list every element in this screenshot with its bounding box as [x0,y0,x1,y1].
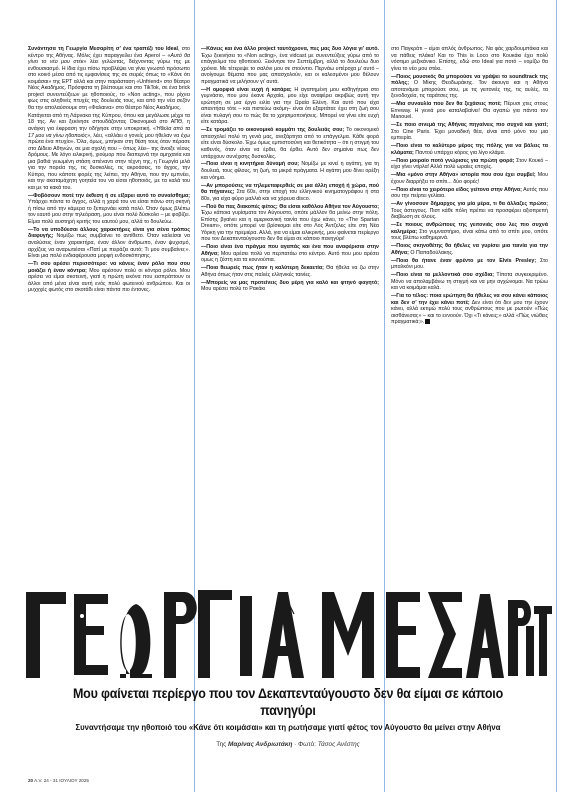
paragraph-text: Κατάγεται από τη Λάρνακα της Κύπρου, όπου και μεγάλωσε μέχρι τα 18 της. Αν και ξεκίνησε σπουδάζοντας Οικονομικά στο ΑΠΘ, η ανάγκη για έκφραση την οδήγησε στην υποκριτική. « [28,112,190,132]
answer-text: Τίποτα συγκεκριμένο. Μόνο να απολαμβάνω τη στιγμή και να μην αγχώνομαι. Να τρώω και να κοιμάμαι καλά. [391,272,548,292]
answer-text: Νομίζω πως συμβαίνει το αντίθετο. Όταν καλείσαι να αναλύσεις έναν χαρακτήρα, έναν άλλον άνθρωπο, έναν ψυχισμό, αρχίζεις να αναρωτιέσαι «Πατί με πειράζει αυτό; Τι μου συμβαίνει;». Είναι μια πολύ ενδιαφέρουσα μορφή ενδοσκόπησης. [28,233,190,260]
answer-text: Στα 60s, στην εποχή του ελληνικού κινηματογράφου ή στα 80s, για είχα φύρο μαλλιά και να χόρευα disco. [201,189,379,202]
qa-paragraph [201,46,379,85]
answer-text: Πέρυσι χτες στους Erreway. Η γενιά μου καταλαβαίνει! Θα αγαπώ για πάντα τον Manouel. [391,101,548,121]
qa-paragraph [28,193,190,226]
qa-paragraph [391,201,548,221]
question-text: —Ποια είναι η κινητήρια δύναμή σου; [201,161,300,168]
qa-paragraph [391,258,548,271]
qa-paragraph [201,161,379,181]
answer-text: Ο Μίκης Θεοδωράκης. Τον άκουγα και η Αθήνα αποτανάμαι μπορούσε σου, με τις γειτονιές της, τις αυλές, τα ξενοδοχεία, τις ταράτσες της. [391,80,548,100]
question-text: —Ποιο είναι ένα πράγμα που αγαπάς και ένα που αναφέρισαι στην Αθήνα; [201,244,379,257]
answer-text: Στο γυμναστήριο, είναι κάτω από το σπίτι μου, οπότε τους βλέπω καθημερινά. [391,228,548,242]
intro-lead: Συνάντησα τη Γεωργία Μεσαρίτη σ’ ένα τραπέζι του Ideal [28,46,179,52]
question-text: —Σε ποιους ανθρώπους της γειτονιάς σου λες πιο συχνά καλημέρα; [391,222,548,235]
qa-paragraph [391,122,548,142]
qa-paragraph [391,158,548,171]
byline [30,741,546,748]
page-footer [28,778,89,783]
headline: Μου φαίνεται περίεργο που τον Δεκαπενταύγουστο δεν θα είμαι σε κάποιο πανηγύρι [72,686,504,719]
body-paragraph [28,46,190,111]
answer-text: Στο Cine Paris. Έχει μοναδική θέα, είναι από μόνο του μια εμπειρία. [391,128,548,142]
answer-text: Στον Κουκό – είχα γίνει ντίρλα! Αλλά πολύ ωραίες εποχές. [391,157,548,171]
qa-paragraph [201,244,379,264]
answer-text: Στο μπαλκόνι μου. [391,257,548,271]
question-text: —Κάνεις και ένα άλλο project ταυτόχρονα, πες μας δυο λόγια γι’ αυτό. [201,46,379,52]
qa-paragraph [391,74,548,100]
article-column-1 [28,46,190,295]
answer-text: Αυτός που σου την πείρτει γελίαια. [391,186,548,200]
qa-paragraph [391,172,548,185]
body-paragraph [391,46,548,72]
question-text: —Ποιος μουσικός θα μπορούσε να γράψει το soundtrack της πόλης; [391,73,548,87]
answer-text: Μου αρέσει πολύ να περπατάω στο κέντρο. Αυτό που μου αρέσει ομως η ζέστη και τα κουνούπια. [201,250,379,264]
answer-text: Υπάρχει πάντα το άγχος, αλλά η χαρά του να είσαι πάνω στη σκηνή ή πίσω από την κάμερα το ξεπερνάει κατά πολύ. Όταν όμως βλέπω τον εαυτό μου στην τηλεόραση, μου είναι πολύ δύσκολο – με φοβίζει. Είμαι πολύ αυστηρή κριτής του εαυτού μου, αλλά το δουλεύω. [28,199,190,225]
answer-text: Ο Παπαδούλακης. [408,249,454,256]
question-text: —Ποια θεωρείς πως ήταν η καλύτερη δεκαετία; [201,265,324,272]
answer-text: Νομίζω με κινεί η αγάπη, για τη δουλειά, τους φίλους, τη ζωή, τα μικρά πράγματα. Η αγάπη μου δίνει ορέξη και νόημα. [201,161,380,181]
intro-text: , στο κέντρο της Αθήνας. Μόλις έχει παραγγείλει ένα Aperol – « [28,46,190,59]
qa-paragraph [28,227,190,260]
answer-text: Μου αρέσουν πολύ οι κόντρα ρόλοι. Μου αρέσει να είμαι σκοτεινή, γιατί η πρώτη εικόνα που εισπράττουν οι άλλοι από μένα είναι αυτή ενός πολύ φωτεινού ανθρώπου. Και οι μυχγχές φωτός στο σκοτάδι είναι πάντα πιο έντονες. [28,267,190,294]
article-column-2 [201,46,379,294]
hand-drawn-name-lettering [22,586,554,682]
qa-paragraph [391,101,548,121]
question-text: —Ποιο είναι τα μελλοντικά σου σχέδια; [391,272,495,279]
answer-text: Μου έχουν διαρρήξει το σπίτι... δύο φορές! [391,172,548,185]
question-text: —Μια «μόνο στην Αθήνα» ιστορία που σου έχει συμβεί; [391,172,536,179]
question-text: —Η ομορφιά είναι ευχή ή κατάρα; [201,86,292,93]
intro-rest: » λέει γελώντας, δείχνοντας γύρω της με ενθουσιασμό. Η ίδια έχει πίσω προβλέψει να γίνει γνωστό πρόσωπο στο κοινό μέσα από τις εμφανίσεις της σε σειρές όπως το «Κάνε ότι κοιμάσαι» της ΕΡΤ αλλά και στην παράσταση «Unfriend» στο θέατρο Νέος Ακαδήμος. Πρόσφατα τη βλέπουμε και στο TikTok, σε ένα brick project συνεντεύξεων με ηθοποιούς, το «Non acting», που ρίχνει φως στις αληθινές πτυχές της δουλειάς τους, και από την νέα σεζόν θα την απολαύσουμε στη «Φαλαινα» στο θέατρο Νέος Ακαδήμος. [28,59,190,111]
qa-paragraph [391,272,548,292]
answer-text: Τους άστεγους. Πιστ κάθε πόλη πρέπει να προσφέρει αξιοπρεπή διαβίωση σε όλους. [391,207,548,221]
author-name: Μαρίνας Ανδριωτάκη [228,741,293,748]
paragraph-quote: Ήθελα από τα 17 μου να γίνω ηθοποιός [28,125,191,139]
question-text: —Αν γίνοσουν δήμαρχος για μία μέρα, τι θα άλλαζες πρώτο; [391,201,548,208]
question-text: —Για το τέλος: ποια ερώτηση θα ήθελες να σου κάνει κάποιος και δεν σ’ την έχει κάνει ποτέ; [391,293,548,306]
qa-paragraph [391,222,548,242]
column-guide-line [556,0,557,792]
question-text: —Μπορείς να μας προτείνεις δυο μέρη για καλό και φτηνό φαγητό; [201,279,379,286]
answer-text: Η αγαπημένη μου καθηγήτρια στο γυμνάσιο, που μου έκανε Αρχαία, μου είχε αναφέρει ακριβώς αυτή την ερώτηση σε μια έργα ειλία για την Ωραία Ελένη. Και αυτό που είχα απαντήσει τότε – και πιστεύω ακόμη– είναι ότι εξαρτάται: έχει στη ζωή σου είναι πυλαγή σου το πώς θα το χρησιμοποιήσεις. Μπορεί να γίνει είτε ευχή είτε κατάρα. [201,86,379,126]
question-text: —Το να υποδύεσαι άλλους χαρακτήρες είναι για σένα τρόπος διαφυγής; [28,226,190,240]
qa-paragraph [201,87,379,126]
qa-paragraph [201,280,379,293]
photographer-name: Τάσος Ανέστης [317,741,360,748]
article-column-3 [391,46,548,327]
qa-paragraph [391,293,548,326]
paragraph-text: στο Παγκράτι – είμαι απλός άνθρωπος. Να φάς χαρδουμπάκια και να πάθεις πλάκα! Και το This is Loco στο Κουκάκι έχει πολύ νόστιμο μεξικάνικο. Επίσης, εδώ στο Ideal για ποτό – νομίζω θα γίνει το νέο μου στέκι. [391,46,548,72]
question-text: —Πού θα πας διακοπές φέτος; Θα είσαι καθόλου Αθήνα τον Αύγουστο; [201,203,379,210]
page-number: 20 [28,778,34,783]
answer-text: Το οικονομικό απασχολεί πολύ τη γενιά μας, ανεξάρτητα από το επάγγελμα. Κάθε φορά είτε είναι δύσκολο. Έχω όμως εμπιστοσύνη και θετικότητα – ότι η στιγμή του καθενός, όταν είναι να έρθει, θα έρθει. Αυτό δεν σημαίνει πως δεν υπάρχουν συνέχισης δυσκολίες. [201,127,379,160]
paragraph-rest: », λέει, «αλλάει ο γονείς μου ήθελαν να έχω πρώτα ένα πτυχίο». Όλα, όμως, μπήκαν στη θέση τους όταν πέρασε στο Δίδειο Αθηνών, σε μια σχολή που – όπως λέει– της άνοιξε νέους δρόμους. Με λόγο ειλικρινή, χιούμορ που διαπερνά την αμηχανία και μια βαθιά γειωμένη στάση απέναντι στην τέχνη της, η Γεωργία μιλά για την πορεία της, τις δυσκολίες, τις ακροάσεις, το άγχος, την Κύπρο, που κάποτε φορές της λείπει, την Αθήνα, που την εμπνέει, και την ακαταμάχητη γοητεία του να είσαι ηθοποιός, με τα καλά του και με τα κακά του. [28,132,190,191]
answer-text: Παντού υπάρχει κόρος για λίγο κλάμα. [413,149,506,156]
qa-paragraph [391,243,548,256]
issue-date: 24 - 31 ΙΟΥΛΙΟΥ 2025 [43,778,89,783]
qa-paragraph [28,261,190,294]
question-text: —Ποιος σκηνοθέτης θα ήθελες να γυρίσει μια ταινία για την Αθήνα; [391,243,548,256]
qa-paragraph [201,204,379,243]
question-text: —Ποιο είναι το χειρότερο είδος γείτονα στην Αθήνα; [391,186,522,193]
question-text: —Τι σου αρέσει περισσότερο: να κάνεις έναν ρόλο που σου μοιάζει ή έναν κόντρα; [28,261,190,274]
byline-mid: · Φωτό: [292,741,318,748]
answer-text: Μου αρέσει πολύ το Ρακάκι [201,286,266,293]
question-text: —Μια συναυλία που δεν θα ξεχάσεις ποτέ; [391,101,502,108]
question-text: —Σε ποιο σινεμά της Αθήνας πηγαίνεις πιο συχνά και γιατί; [391,122,548,129]
answer-text: Έχω ξεκινήσει το «Non acting», ένα vidcast με συνεντεύξεις γύρω από το επάγγελμα του ηθοποιού. Ξεκίνησε τον Σεπτέμβρη, αλλά το δουλεύω δυο χρόνια. Με τέτερεψε το σαλόνι μου σε στούντιο. Περνάω υπέροχα μ’ αυτό – ανοίγουμε θέματα που μας απασχολούν, και οι καλεσμένοι μου θέλουν πραγματικά να μιλήσουν γι’ αυτά. [201,52,379,85]
qa-paragraph [391,187,548,200]
qa-paragraph [201,183,379,203]
question-text: —Αν μπορούσες να τηλεμεταφερθείς σε μια άλλη εποχή ή χώρα, πού θα πήγαινες; [201,182,379,196]
qa-paragraph [201,127,379,160]
qa-paragraph [391,143,548,156]
byline-prefix: Της [216,741,229,748]
question-text: —Φοβόσουν ποτέ την έκθεση ή σε είξαρει αυτό το συναίσθημα; [28,192,190,199]
magazine-name: A.V. [34,778,43,783]
end-of-article-mark [425,319,430,324]
intro-quote: Αυτό θα γίνει το νέο μου στέκ [28,52,190,66]
question-text: —Ποια θα ήτανε έναν φρέντο με τον Elvis Presley; [391,257,537,264]
question-text: —Ποιο μοιραίο ποτό γνώρισες για πρώτη φορά; [391,157,515,164]
qa-paragraph [201,265,379,278]
subheadline: Συναντήσαμε την ηθοποιό του «Κάνε ότι κοιμάσαι» και τη ρωτήσαμε γιατί φέτος τον Αύγουστο θα μείνει στην Αθήνα [75,722,501,732]
answer-text: Δεν είναι ότι δεν μου την έχουν κάνει, αλλά εκτιμώ πολύ τους ανθρώπους που με ρωτούν «Πώς αισθάνεσαι;» – και το εννοούν. Όχι «Τι κάνεις;» αλλά «Πώς νιώθεις πραγματικά;». [391,299,548,326]
answer-text: Θα ήθελα να ζω στην Αθήνα όπως ήταν στις παλιές ελληνικές ταινίες. [201,265,379,278]
answer-text: Έχω κάποια γυρίσματα τον Αύγουστο, οπότε μάλλον θα μείνω στην πόλη. Επίσης βγαίνει και η αμερικανική ταινία που έχω κάνει, το «The Spartan Dream», οπότε μπορεί να βρίσκομαι είτε στο Λος Άντζελες είτε στη Νέα Υόρκη για την πρεμιέρα. Αλλά, για να είμαι ειλικρινής, μου φαίνεται περίεργο που τον Δεκαπενταύγουστο δεν θα είμαι σε κάποιο πανηγύρι! [201,210,379,243]
body-paragraph [28,113,190,192]
question-text: —Ποιο είναι το καλύτερο μέρος της πόλης για να βάλεις τα κλάματα; [391,143,548,156]
question-text: —Σε τρομάζει το οικονομικό κομμάτι της δουλειάς σου; [201,127,345,134]
